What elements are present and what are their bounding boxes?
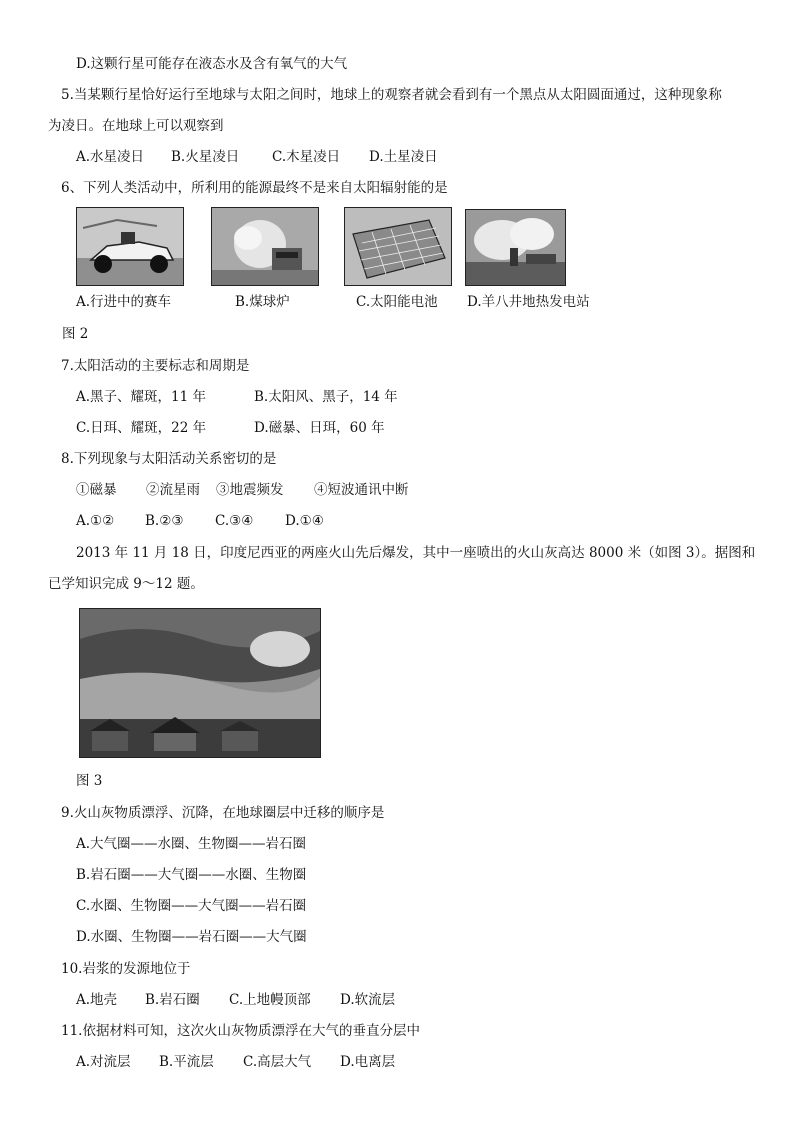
- q7-stem: 7.太阳活动的主要标志和周期是: [61, 358, 250, 374]
- q7-option-c: C.日珥、耀斑，22 年: [76, 420, 207, 436]
- q10-option-c: C.上地幔顶部: [229, 992, 311, 1008]
- q10-option-d: D.软流层: [340, 992, 396, 1008]
- figure-2-label: 图 2: [62, 326, 89, 342]
- figure-3-label: 图 3: [76, 773, 103, 789]
- q8-item-1: ①磁暴: [76, 482, 117, 498]
- q9-option-a: A.大气圈——水圈、生物圈——岩石圈: [76, 836, 307, 852]
- q11-stem: 11.依据材料可知，这次火山灰物质漂浮在大气的垂直分层中: [61, 1023, 420, 1039]
- volcano-ash-photo: [79, 608, 321, 758]
- q7-option-a: A.黑子、耀斑，11 年: [76, 389, 207, 405]
- q8-option-b: B.②③: [145, 513, 184, 529]
- q11-option-b: B.平流层: [159, 1054, 214, 1070]
- q5-option-b: B.火星凌日: [171, 149, 240, 165]
- material-line1: 2013 年 11 月 18 日，印度尼西亚的两座火山先后爆发，其中一座喷出的火山灰高达 8000 米（如图 3）。据图和: [76, 545, 756, 561]
- q10-option-a: A.地壳: [76, 992, 118, 1008]
- q5-stem-line2: 为凌日。在地球上可以观察到: [48, 118, 224, 134]
- q5-option-d: D.土星凌日: [369, 149, 438, 165]
- q5-option-c: C.木星凌日: [272, 149, 341, 165]
- q4-option-d: D.这颗行星可能存在液态水及含有氧气的大气: [76, 56, 348, 72]
- q9-option-d: D.水圈、生物圈——岩石圈——大气圈: [76, 929, 307, 945]
- race-car-photo: [76, 207, 184, 286]
- q8-item-4: ④短波通讯中断: [314, 482, 409, 498]
- q6-caption-b: B.煤球炉: [235, 294, 290, 310]
- q11-option-d: D.电离层: [340, 1054, 396, 1070]
- material-line2: 已学知识完成 9～12 题。: [48, 576, 204, 592]
- geothermal-plant-photo: [465, 209, 566, 286]
- q5-stem-line1: 5.当某颗行星恰好运行至地球与太阳之间时，地球上的观察者就会看到有一个黑点从太阳圆面通过，这种现象称: [61, 87, 722, 103]
- q7-option-b: B.太阳风、黑子，14 年: [254, 389, 398, 405]
- q8-option-d: D.①④: [285, 513, 324, 529]
- q8-item-3: ③地震频发: [216, 482, 284, 498]
- q5-option-a: A.水星凌日: [76, 149, 145, 165]
- q10-option-b: B.岩石圈: [145, 992, 200, 1008]
- q9-option-c: C.水圈、生物圈——大气圈——岩石圈: [76, 898, 307, 914]
- q8-option-a: A.①②: [76, 513, 115, 529]
- q8-option-c: C.③④: [215, 513, 254, 529]
- q6-stem: 6、下列人类活动中，所利用的能源最终不是来自太阳辐射能的是: [61, 180, 448, 196]
- q8-item-2: ②流星雨: [146, 482, 200, 498]
- q6-caption-d: D.羊八井地热发电站: [467, 294, 590, 310]
- q6-caption-a: A.行进中的赛车: [76, 294, 172, 310]
- q7-option-d: D.磁暴、日珥，60 年: [254, 420, 385, 436]
- solar-panel-photo: [344, 207, 452, 286]
- q6-caption-c: C.太阳能电池: [356, 294, 438, 310]
- q8-stem: 8.下列现象与太阳活动关系密切的是: [61, 451, 277, 467]
- q10-stem: 10.岩浆的发源地位于: [61, 961, 191, 977]
- coal-stove-photo: [211, 207, 319, 286]
- q11-option-c: C.高层大气: [243, 1054, 312, 1070]
- q9-option-b: B.岩石圈——大气圈——水圈、生物圈: [76, 867, 307, 883]
- q11-option-a: A.对流层: [76, 1054, 131, 1070]
- q9-stem: 9.火山灰物质漂浮、沉降，在地球圈层中迁移的顺序是: [61, 805, 385, 821]
